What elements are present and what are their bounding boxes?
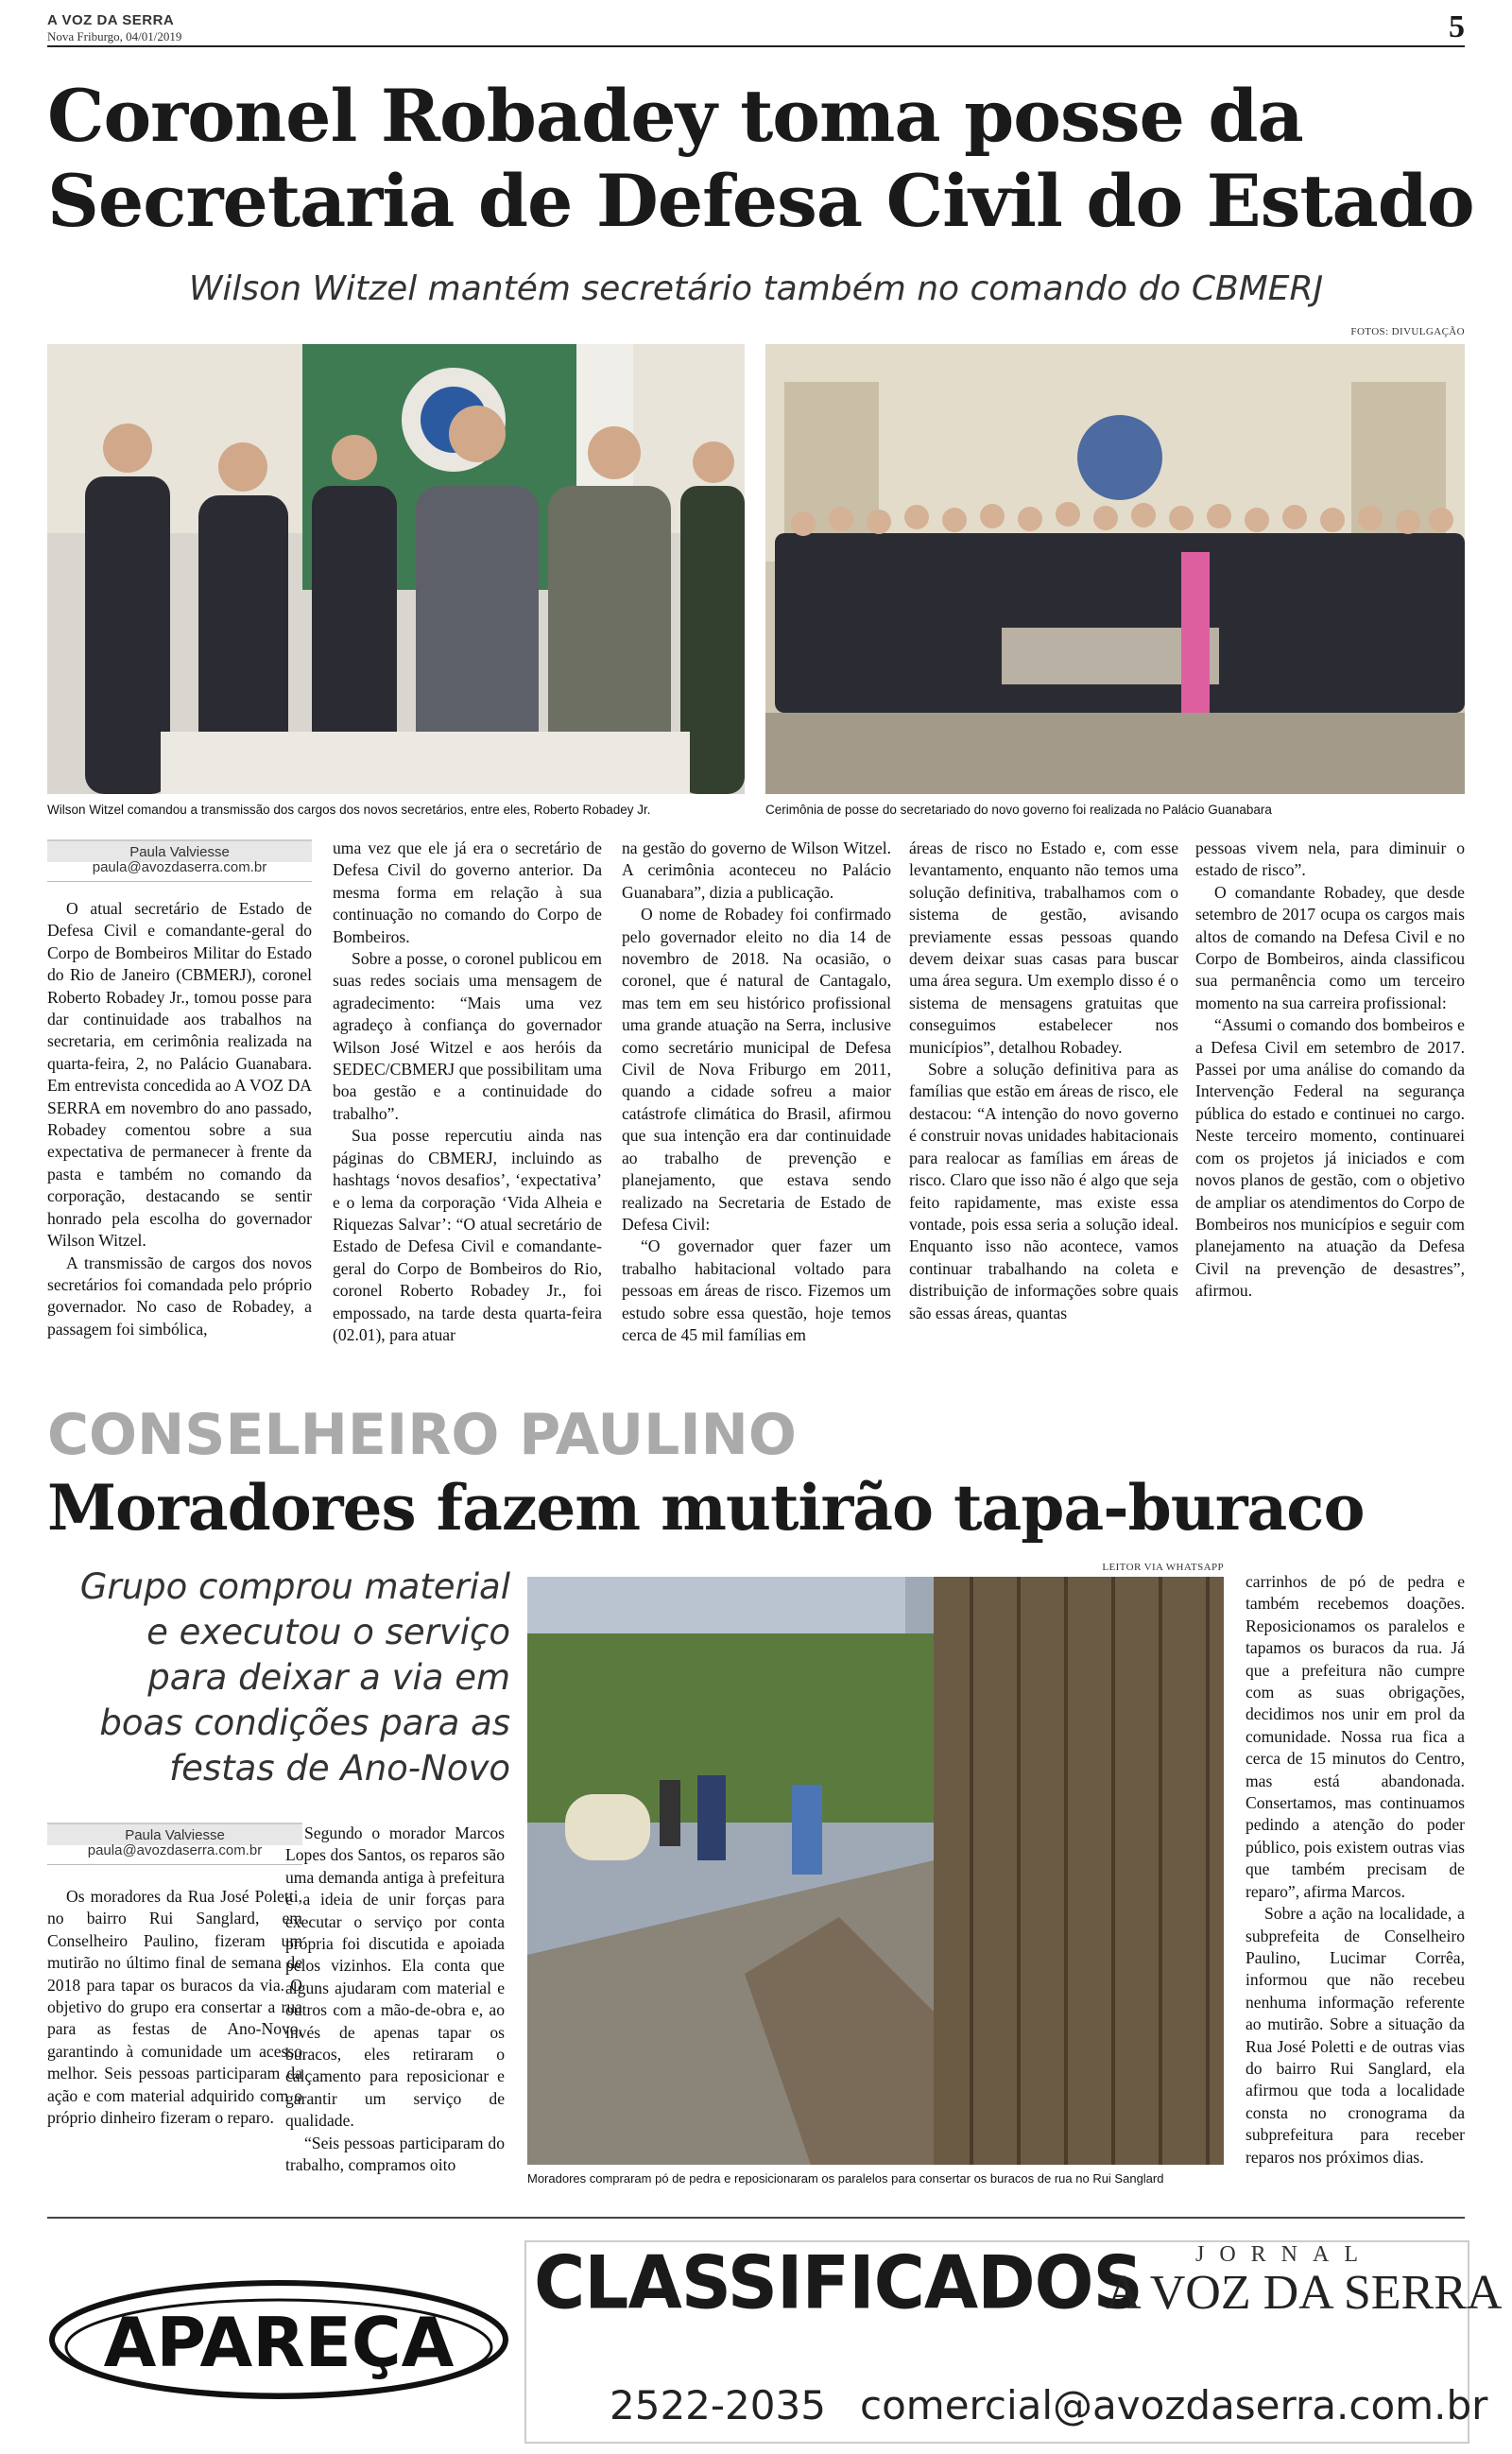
article2-author: Paula Valviesse (47, 1823, 302, 1845)
paragraph: Segundo o morador Marcos Lopes dos Santos, os reparos são uma demanda antiga à prefeitura e a ideia de unir forças para executar o serviço por conta própria foi discutida e apoiada pelos vizinhos. Ela conta que alguns ajudaram com material e outros com a mão-de-obra e, ao invés de apenas tapar os buracos, eles retiraram o calçamento para reposicionar e garantir um serviço de qualidade. (285, 1823, 505, 2131)
masthead-name: A VOZ DA SERRA (47, 12, 175, 28)
ad-apareca-text: APAREÇA (103, 2303, 455, 2382)
article1-column-5 (1195, 838, 1465, 1367)
article1-email: paula@avozdaserra.com.br (47, 858, 312, 882)
photo-group-ceremony (765, 344, 1465, 794)
paragraph: Os moradores da Rua José Poletti, no bairro Rui Sanglard, em Conselheiro Paulino, fizeram um mutirão no último final de semana de 2018 para tapar os buracos da via. O objetivo do grupo era consertar a rua para as festas de Ano-Novo, garantindo à comunidade um acesso melhor. Seis pessoas participaram da ação e com material adquirido com o próprio dinheiro fizeram o reparo. (47, 1887, 302, 2128)
article1-photo-credit: FOTOS: DIVULGAÇÃO (1350, 326, 1465, 337)
page-number: 5 (1449, 9, 1465, 44)
article2-caption: Moradores compraram pó de pedra e reposicionaram os paralelos para consertar os buracos de rua no Rui Sanglard (527, 2171, 1164, 2186)
paragraph: pessoas vivem nela, para diminuir o estado de risco”. (1195, 838, 1465, 880)
paragraph: O atual secretário de Estado de Defesa Civil e comandante-geral do Corpo de Bombeiros Militar do Estado do Rio de Janeiro (CBMERJ), coronel Roberto Robadey Jr., tomou posse para dar continuidade aos trabalhos na secretaria, em cerimônia realizada na quarta-feira, 2, no Palácio Guanabara. Em entrevista concedida ao A VOZ DA SERRA em novembro do ano passado, Robadey comentou sobre a sua expectativa de permanecer à frente da pasta e também no comando da corporação, destacando se sentir honrado pela escolha do governador Wilson Witzel. (47, 899, 312, 1251)
classificados-phone[interactable]: 2522-2035 (610, 2382, 826, 2428)
paragraph: “O governador quer fazer um trabalho habitacional voltado para pessoas em áreas de risco. Fizemos um estudo sobre essa questão, hoje temos cerca de 45 mil famílias em (622, 1236, 891, 1344)
bottom-rule (47, 2217, 1465, 2219)
article2-headline: Moradores fazem mutirão tapa-buraco (47, 1471, 1365, 1545)
paragraph: carrinhos de pó de pedra e também recebemos doações. Reposicionamos os paralelos e tapamos os buracos da rua. Já que a prefeitura não cumpre com as suas obrigações, decidimos nos unir em prol da comunidade. Nossa rua fica a cerca de 15 minutos do Centro, mas está abandonada. Consertamos, mas continuamos pedindo a atenção do poder público, pois existem outras vias que também precisam de reparo”, afirma Marcos. (1246, 1572, 1465, 1901)
article2-photo-credit: LEITOR VIA WHATSAPP (1102, 1562, 1224, 1573)
paragraph: Sobre a posse, o coronel publicou em suas redes sociais uma mensagem de agradecimento: “Mais uma vez agradeço à confiança do governador Wilson José Witzel e aos heróis da SEDEC/CBMERJ que possibilitam uma boa gestão e a continuidade do trabalho”. (333, 949, 602, 1123)
classificados-email[interactable]: comercial@avozdaserra.com.br (860, 2382, 1488, 2428)
article1-column-4 (909, 838, 1178, 1367)
paragraph: A transmissão de cargos dos novos secretários foi comandada pelo próprio governador. No caso de Robadey, a passagem foi simbólica, (47, 1253, 312, 1339)
article1-caption-left: Wilson Witzel comandou a transmissão dos cargos dos novos secretários, entre eles, Roberto Robadey Jr. (47, 803, 651, 817)
paragraph: áreas de risco no Estado e, com esse levantamento, enquanto não temos uma solução definitiva, trabalhamos com o sistema de gestão, avisando previamente essas pessoas quando devem deixar suas casas para buscar uma área segura. Um exemplo disso é o sistema de mensagens gratuitas que conseguimos estabelecer nos municípios”, detalhou Robadey. (909, 838, 1178, 1057)
paragraph: uma vez que ele já era o secretário de Defesa Civil do governo anterior. Da mesma forma em relação à sua continuação no comando do Corpo de Bombeiros. (333, 838, 602, 946)
photo-witzel-ceremony (47, 344, 745, 794)
paragraph: Sobre a ação na localidade, a subprefeita de Conselheiro Paulino, Lucimar Corrêa, informou que não recebeu nenhuma informação referente ao mutirão. Sobre a situação da Rua José Poletti e de outras vias do bairro Rui Sanglard, ela afirmou que toda a localidade consta no cronograma da subprefeitura para receber reparos nos próximos dias. (1246, 1904, 1465, 2167)
article2-email: paula@avozdaserra.com.br (47, 1841, 302, 1865)
article1-author: Paula Valviesse (47, 839, 312, 862)
paragraph: “Assumi o comando dos bombeiros e a Defesa Civil em setembro de 2017. Passei por uma análise do comando da Intervenção Federal na segurança pública do estado e continuei no cargo. Neste terceiro momento, continuarei com os projetos já iniciados e com novos planos de gestão, com o objetivo de ampliar os atendimentos do Corpo de Bombeiros nos municípios e seguir com planejamento na atuação da Defesa Civil na prevenção de desastres”, afirmou. (1195, 1015, 1465, 1301)
masthead-date: Nova Friburgo, 04/01/2019 (47, 29, 182, 43)
article1-headline: Coronel Robadey toma posse da Secretaria de Defesa Civil do Estado (47, 74, 1474, 243)
paragraph: O nome de Robadey foi confirmado pelo governador eleito no dia 14 de novembro de 2018. Na ocasião, o coronel, que é natural de Cantagalo, mas tem em seu histórico profissional uma grande atuação na Serra, inclusive como secretário municipal de Defesa Civil de Nova Friburgo em 2011, quando a cidade sofreu a maior catástrofe climática do Brasil, afirmou que sua intenção era dar continuidade ao trabalho de prevenção e planejamento, que estava sendo realizado na Secretaria de Estado de Defesa Civil: (622, 905, 891, 1234)
paragraph: Sobre a solução definitiva para as famílias que estão em áreas de risco, ele destacou: “A intenção do novo governo é construir novas unidades habitacionais para realocar as famílias em áreas de risco. Claro que isso não é algo que seja feito rapidamente, mas existe essa vontade, pois essa seria a solução ideal. Enquanto isso não acontece, vamos continuar trabalhando na coleta e distribuição de informações sobre quais são essas áreas, quantas (909, 1060, 1178, 1322)
article1-subhead: Wilson Witzel mantém secretário também no comando do CBMERJ (188, 269, 1324, 308)
paragraph: O comandante Robadey, que desde setembro de 2017 ocupa os cargos mais altos de comando na Defesa Civil e no Corpo de Bombeiros, ainda classificou sua permanência como um terceiro momento na sua carreira profissional: (1195, 882, 1465, 1012)
article1-column-2 (333, 838, 602, 1367)
paragraph: Sua posse repercutiu ainda nas páginas do CBMERJ, incluindo as hashtags ‘novos desafios’, ‘expectativa’ e o lema da corporação ‘Vida Alheia e Riquezas Salvar’: “O atual secretário de Estado de Defesa Civil e comandante-geral do Corpo de Bombeiros do Rio, coronel Roberto Robadey Jr., foi empossado, na tarde desta quarta-feira (02.01), para atuar (333, 1126, 602, 1344)
article2-column-3 (1246, 1571, 1465, 2203)
article2-column-1 (47, 1886, 302, 2203)
classificados-title: CLASSIFICADOS (534, 2239, 1143, 2326)
article2-deck: Grupo comprou material e executou o serviço para deixar a via em boas condições para as festas de Ano-Novo (79, 1566, 510, 1789)
paragraph: na gestão do governo de Wilson Witzel. A cerimônia aconteceu no Palácio Guanabara”, dizia a publicação. (622, 838, 891, 902)
classificados-brand: A VOZ DA SERRA (1106, 2266, 1503, 2320)
top-rule (47, 45, 1465, 47)
article1-caption-right: Cerimônia de posse do secretariado do novo governo foi realizada no Palácio Guanabara (765, 803, 1272, 817)
article2-kicker: CONSELHEIRO PAULINO (47, 1402, 797, 1468)
ad-apareca[interactable] (47, 2245, 510, 2434)
classificados-jornal: JORNAL (1195, 2242, 1374, 2267)
article2-column-2 (285, 1823, 505, 2203)
article1-column-1 (47, 898, 312, 1366)
photo-street-repair (527, 1577, 1224, 2165)
paragraph: “Seis pessoas participaram do trabalho, compramos oito (285, 2133, 505, 2175)
article1-column-3 (622, 838, 891, 1367)
